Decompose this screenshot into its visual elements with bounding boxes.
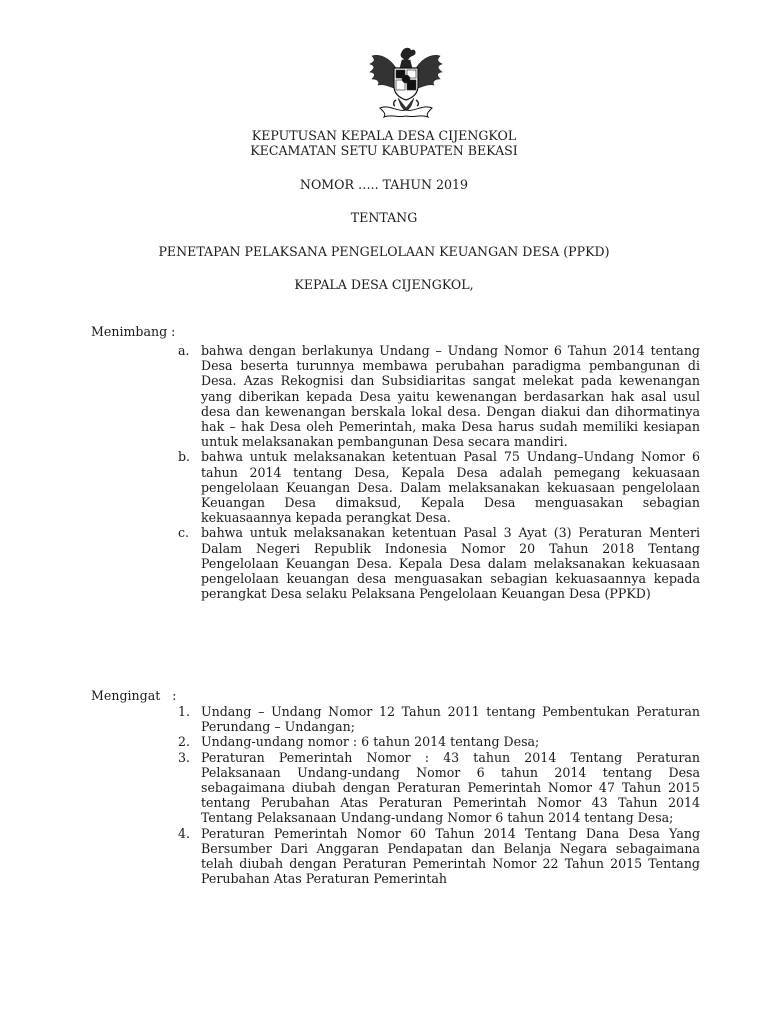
menimbang-list xyxy=(178,343,700,601)
decree-number xyxy=(0,177,768,192)
list-item-text: Undang-undang nomor : 6 tahun 2014 tentang Desa; xyxy=(201,734,540,750)
decree-subject xyxy=(0,244,768,259)
menimbang-label: Menimbang : xyxy=(91,324,176,339)
tentang-heading xyxy=(0,210,768,225)
list-item-marker: a. xyxy=(178,343,190,358)
issuer-text: KEPALA DESA CIJENGKOL, xyxy=(294,277,474,292)
list-item-marker: 2. xyxy=(178,734,191,750)
decree-subject-text: PENETAPAN PELAKSANA PENGELOLAAN KEUANGAN DESA (PPKD) xyxy=(158,244,610,259)
list-item xyxy=(178,750,700,826)
list-item xyxy=(178,704,700,734)
list-item-text: bahwa untuk melaksanakan ketentuan Pasal 75 Undang–Undang Nomor 6 tahun 2014 tentang Desa, Kepala Desa adalah pemegang kekuasaan pengelolaan Keuangan Desa. Dalam melaksanakan kekuasaan pengelolaan Keuangan Desa dimaksud, Kepala Desa menguasakan sebagian kekuasaannya kepada perangkat Desa. xyxy=(201,449,700,526)
issuer-heading xyxy=(0,277,768,292)
decree-number-text: NOMOR ….. TAHUN 2019 xyxy=(299,177,469,192)
mengingat-label: Mengingat : xyxy=(91,688,177,703)
list-item-marker: 1. xyxy=(178,704,191,719)
list-item xyxy=(178,525,700,601)
list-item-marker: c. xyxy=(178,525,190,541)
list-item-text: bahwa untuk melaksanakan ketentuan Pasal 3 Ayat (3) Peraturan Menteri Dalam Negeri Republik Indonesia Nomor 20 Tahun 2018 Tentang Pengelolaan Keuangan Desa. Kepala Desa dalam melaksanakan kekuasaan pengelolaan keuangan desa menguasakan sebagian kekuasaannya kepada perangkat Desa selaku Pelaksana Pengelolaan Keuangan Desa (PPKD) xyxy=(201,525,700,602)
list-item xyxy=(178,734,700,749)
list-item-marker: 4. xyxy=(178,825,191,841)
list-item-marker: 3. xyxy=(178,749,191,765)
list-item-text: Undang – Undang Nomor 12 Tahun 2011 tentang Pembentukan Peraturan Perundang – Undangan; xyxy=(201,704,700,735)
list-item xyxy=(178,449,700,525)
decree-title xyxy=(0,128,768,158)
garuda-emblem-icon xyxy=(366,46,446,120)
tentang-text: TENTANG xyxy=(350,210,418,225)
list-item-text: Peraturan Pemerintah Nomor 60 Tahun 2014 Tentang Dana Desa Yang Bersumber Dari Anggaran Pendapatan dan Belanja Negara sebagaimana telah diubah dengan Peraturan Pemerintah Nomor 22 Tahun 2015 Tentang Perubahan Atas Peraturan Pemerintah xyxy=(201,825,700,887)
list-item-text: Peraturan Pemerintah Nomor : 43 tahun 2014 Tentang Peraturan Pelaksanaan Undang-undang Nomor 6 tahun 2014 tentang Desa sebagaimana diubah dengan Peraturan Pemerintah Nomor 47 Tahun 2015 tentang Perubahan Atas Peraturan Pemerintah Nomor 43 Tahun 2014 Tentang Pelaksanaan Undang-undang Nomor 6 tahun 2014 tentang Desa; xyxy=(201,749,700,826)
decree-title-line1: KEPUTUSAN KEPALA DESA CIJENGKOL xyxy=(251,128,517,143)
list-item-marker: b. xyxy=(178,449,191,465)
list-item xyxy=(178,343,700,449)
list-item-text: bahwa dengan berlakunya Undang – Undang Nomor 6 Tahun 2014 tentang Desa beserta turunnya membawa perubahan paradigma pembangunan di Desa. Azas Rekognisi dan Subsidiaritas sangat melekat pada kewenangan yang diberikan kepada Desa yaitu kewenangan berdasarkan hak asal usul desa dan kewenangan berskala lokal desa. Dengan diakui dan dihormatinya hak – hak Desa oleh Pemerintah, maka Desa harus sudah memiliki kesiapan untuk melaksanakan pembangunan Desa secara mandiri. xyxy=(201,343,700,450)
mengingat-list xyxy=(178,704,700,886)
decree-title-line2: KECAMATAN SETU KABUPATEN BEKASI xyxy=(250,143,518,159)
list-item xyxy=(178,826,700,887)
